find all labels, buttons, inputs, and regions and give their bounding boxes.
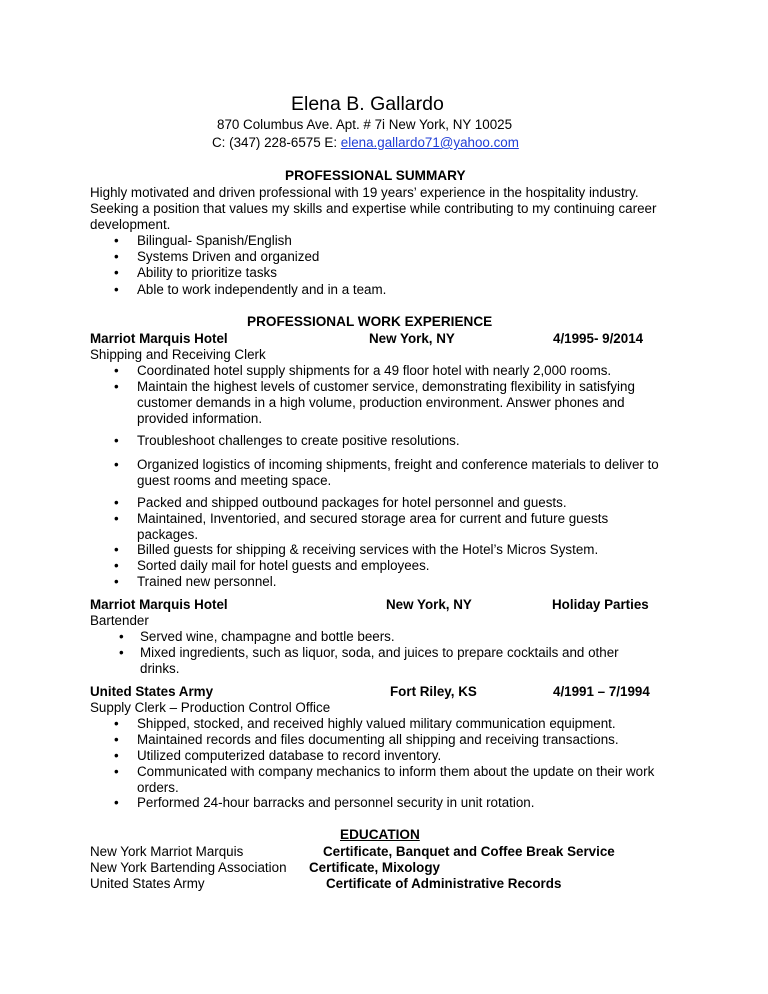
list-item: Ability to prioritize tasks <box>137 265 277 280</box>
address-line: 870 Columbus Ave. Apt. # 7i New York, NY 10025 <box>217 117 513 132</box>
bullet-icon: • <box>114 558 119 573</box>
bullet-icon: • <box>114 795 119 810</box>
bullet-icon: • <box>114 495 119 510</box>
summary-heading: PROFESSIONAL SUMMARY <box>285 168 466 183</box>
bullet-icon: • <box>114 233 119 248</box>
education-heading: EDUCATION <box>340 827 420 842</box>
list-item: Served wine, champagne and bottle beers. <box>140 629 395 644</box>
email-link[interactable]: elena.gallardo71@yahoo.com <box>340 135 519 150</box>
summary-line-3: development. <box>90 217 171 232</box>
list-item: Sorted daily mail for hotel guests and employees. <box>137 558 430 573</box>
job-location: New York, NY <box>386 597 472 612</box>
bullet-icon: • <box>114 265 119 280</box>
job-employer: United States Army <box>90 684 214 699</box>
job-employer: Marriot Marquis Hotel <box>90 597 228 612</box>
list-item: Billed guests for shipping & receiving services with the Hotel’s Micros System. <box>137 542 599 557</box>
contact-line <box>212 135 519 151</box>
bullet-icon: • <box>114 363 119 378</box>
bullet-icon: • <box>114 748 119 763</box>
list-item: Performed 24-hour barracks and personnel security in unit rotation. <box>137 795 535 810</box>
summary-line-2: Seeking a position that values my skills and expertise while contributing to my continuing career <box>90 201 657 216</box>
list-item: Coordinated hotel supply shipments for a 49 floor hotel with nearly 2,000 rooms. <box>137 363 612 378</box>
list-item: Systems Driven and organized <box>137 249 320 264</box>
list-item: Maintain the highest levels of customer service, demonstrating flexibility in satisfying customer demands in a high volume, production environment. Answer phones and provided information. <box>137 379 635 426</box>
list-item: Bilingual- Spanish/English <box>137 233 292 248</box>
job-title: Bartender <box>90 613 149 628</box>
bullet-icon: • <box>114 457 119 472</box>
bullet-icon: • <box>114 379 119 394</box>
bullet-icon: • <box>114 764 119 779</box>
list-item: Maintained records and files documenting all shipping and receiving transactions. <box>137 732 619 747</box>
list-item: Maintained, Inventoried, and secured storage area for current and future guests packages. <box>137 511 609 542</box>
job-dates: 4/1991 – 7/1994 <box>553 684 650 699</box>
education-school: New York Marriot Marquis <box>90 844 244 859</box>
phone-text: C: (347) 228-6575 E: <box>212 135 341 150</box>
education-credential: Certificate of Administrative Records <box>326 876 562 891</box>
list-item: Packed and shipped outbound packages for hotel personnel and guests. <box>137 495 567 510</box>
bullet-icon: • <box>114 511 119 526</box>
list-item: Trained new personnel. <box>137 574 277 589</box>
job-dates: Holiday Parties <box>552 597 649 612</box>
education-credential: Certificate, Mixology <box>309 860 440 875</box>
list-item: Shipped, stocked, and received highly valued military communication equipment. <box>137 716 616 731</box>
bullet-icon: • <box>119 629 124 644</box>
job-location: New York, NY <box>369 331 455 346</box>
summary-line-1: Highly motivated and driven professional with 19 years’ experience in the hospitality industry. <box>90 185 639 200</box>
bullet-icon: • <box>114 732 119 747</box>
bullet-icon: • <box>114 574 119 589</box>
list-item: Communicated with company mechanics to inform them about the update on their work orders. <box>137 764 655 795</box>
bullet-icon: • <box>114 282 119 297</box>
list-item: Utilized computerized database to record inventory. <box>137 748 442 763</box>
experience-heading: PROFESSIONAL WORK EXPERIENCE <box>247 314 493 329</box>
candidate-name: Elena B. Gallardo <box>291 93 444 115</box>
bullet-icon: • <box>114 542 119 557</box>
bullet-icon: • <box>114 716 119 731</box>
education-school: New York Bartending Association <box>90 860 287 875</box>
job-title: Supply Clerk – Production Control Office <box>90 700 331 715</box>
bullet-icon: • <box>114 433 119 448</box>
list-item: Organized logistics of incoming shipments, freight and conference materials to deliver to guest rooms and meeting space. <box>137 457 659 488</box>
job-employer: Marriot Marquis Hotel <box>90 331 228 346</box>
job-location: Fort Riley, KS <box>390 684 477 699</box>
list-item: Troubleshoot challenges to create positive resolutions. <box>137 433 460 448</box>
job-dates: 4/1995- 9/2014 <box>553 331 644 346</box>
bullet-icon: • <box>114 249 119 264</box>
job-title: Shipping and Receiving Clerk <box>90 347 266 362</box>
list-item: Mixed ingredients, such as liquor, soda, and juices to prepare cocktails and other drinks. <box>140 645 619 676</box>
bullet-icon: • <box>119 645 124 660</box>
education-school: United States Army <box>90 876 205 891</box>
education-credential: Certificate, Banquet and Coffee Break Service <box>323 844 615 859</box>
list-item: Able to work independently and in a team. <box>137 282 387 297</box>
